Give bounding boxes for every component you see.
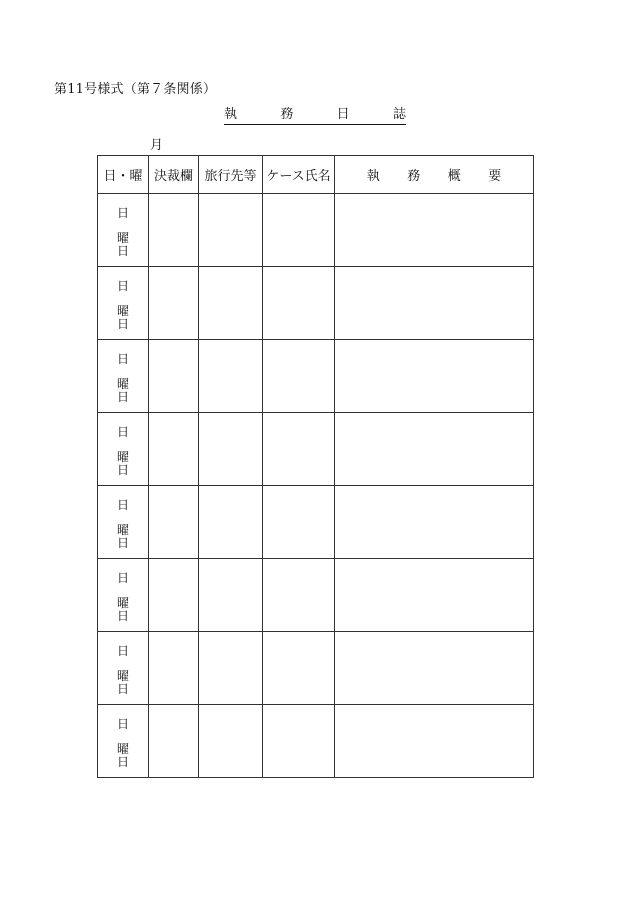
weekday-label <box>98 378 148 404</box>
destination-cell[interactable] <box>199 413 263 486</box>
summary-char: 執 <box>366 169 380 184</box>
approval-cell[interactable] <box>149 559 199 632</box>
approval-cell[interactable] <box>149 632 199 705</box>
date-weekday-cell[interactable] <box>98 632 149 705</box>
weekday-label-top: 曜 <box>116 450 129 464</box>
approval-cell[interactable] <box>149 340 199 413</box>
summary-cell[interactable] <box>335 413 534 486</box>
table-header-row <box>98 156 534 194</box>
weekday-label-bottom: 日 <box>116 244 129 258</box>
weekday-label-top: 曜 <box>116 523 129 537</box>
weekday-label <box>98 524 148 550</box>
header-destination: 旅行先等 <box>199 156 263 194</box>
approval-cell[interactable] <box>149 267 199 340</box>
summary-char: 務 <box>407 169 421 184</box>
case-name-cell[interactable] <box>263 705 335 778</box>
destination-cell[interactable] <box>199 267 263 340</box>
case-name-cell[interactable] <box>263 559 335 632</box>
table-row <box>98 413 534 486</box>
day-label: 日 <box>116 425 129 439</box>
destination-cell[interactable] <box>199 559 263 632</box>
summary-cell[interactable] <box>335 705 534 778</box>
weekday-label-top: 曜 <box>116 304 129 318</box>
destination-cell[interactable] <box>199 705 263 778</box>
title-char: 執 <box>224 107 238 122</box>
destination-cell[interactable] <box>199 194 263 267</box>
header-summary <box>335 156 534 194</box>
duty-log-table <box>97 155 534 778</box>
approval-cell[interactable] <box>149 705 199 778</box>
weekday-label-top: 曜 <box>116 231 129 245</box>
case-name-cell[interactable] <box>263 486 335 559</box>
day-label: 日 <box>116 206 129 220</box>
form-number: 第11号様式（第７条関係） <box>54 82 217 97</box>
weekday-label-bottom: 日 <box>116 536 129 550</box>
table-row <box>98 486 534 559</box>
table-row <box>98 267 534 340</box>
summary-cell[interactable] <box>335 194 534 267</box>
case-name-cell[interactable] <box>263 632 335 705</box>
summary-cell[interactable] <box>335 340 534 413</box>
weekday-label <box>98 743 148 769</box>
weekday-label-bottom: 日 <box>116 463 129 477</box>
destination-cell[interactable] <box>199 340 263 413</box>
summary-cell[interactable] <box>335 559 534 632</box>
date-weekday-cell[interactable] <box>98 267 149 340</box>
day-label: 日 <box>116 717 129 731</box>
date-weekday-cell[interactable] <box>98 413 149 486</box>
date-weekday-cell[interactable] <box>98 486 149 559</box>
approval-cell[interactable] <box>149 486 199 559</box>
weekday-label-bottom: 日 <box>116 390 129 404</box>
weekday-label-top: 曜 <box>116 596 129 610</box>
header-approval: 決裁欄 <box>149 156 199 194</box>
weekday-label-bottom: 日 <box>116 609 129 623</box>
case-name-cell[interactable] <box>263 413 335 486</box>
date-weekday-cell[interactable] <box>98 194 149 267</box>
header-date-weekday: 日・曜 <box>98 156 149 194</box>
day-label: 日 <box>116 498 129 512</box>
case-name-cell[interactable] <box>263 267 335 340</box>
summary-cell[interactable] <box>335 267 534 340</box>
weekday-label <box>98 232 148 258</box>
title-char: 務 <box>280 107 294 122</box>
destination-cell[interactable] <box>199 486 263 559</box>
weekday-label <box>98 305 148 331</box>
table-row <box>98 194 534 267</box>
summary-cell[interactable] <box>335 486 534 559</box>
day-label: 日 <box>116 571 129 585</box>
approval-cell[interactable] <box>149 194 199 267</box>
date-weekday-cell[interactable] <box>98 705 149 778</box>
case-name-cell[interactable] <box>263 340 335 413</box>
month-label: 月 <box>150 138 164 153</box>
table-row <box>98 705 534 778</box>
weekday-label <box>98 597 148 623</box>
weekday-label <box>98 451 148 477</box>
day-label: 日 <box>116 352 129 366</box>
summary-char: 概 <box>447 169 461 184</box>
weekday-label-top: 曜 <box>116 669 129 683</box>
header-case-name: ケース氏名 <box>263 156 335 194</box>
weekday-label <box>98 670 148 696</box>
day-label: 日 <box>116 644 129 658</box>
weekday-label-bottom: 日 <box>116 317 129 331</box>
table-row <box>98 559 534 632</box>
weekday-label-top: 曜 <box>116 377 129 391</box>
day-label: 日 <box>116 279 129 293</box>
date-weekday-cell[interactable] <box>98 559 149 632</box>
summary-cell[interactable] <box>335 632 534 705</box>
document-title <box>224 106 406 125</box>
summary-char: 要 <box>488 169 502 184</box>
date-weekday-cell[interactable] <box>98 340 149 413</box>
weekday-label-top: 曜 <box>116 742 129 756</box>
table-row <box>98 340 534 413</box>
destination-cell[interactable] <box>199 632 263 705</box>
weekday-label-bottom: 日 <box>116 682 129 696</box>
approval-cell[interactable] <box>149 413 199 486</box>
title-char: 誌 <box>392 107 406 122</box>
title-char: 日 <box>336 107 350 122</box>
case-name-cell[interactable] <box>263 194 335 267</box>
table-row <box>98 632 534 705</box>
weekday-label-bottom: 日 <box>116 755 129 769</box>
